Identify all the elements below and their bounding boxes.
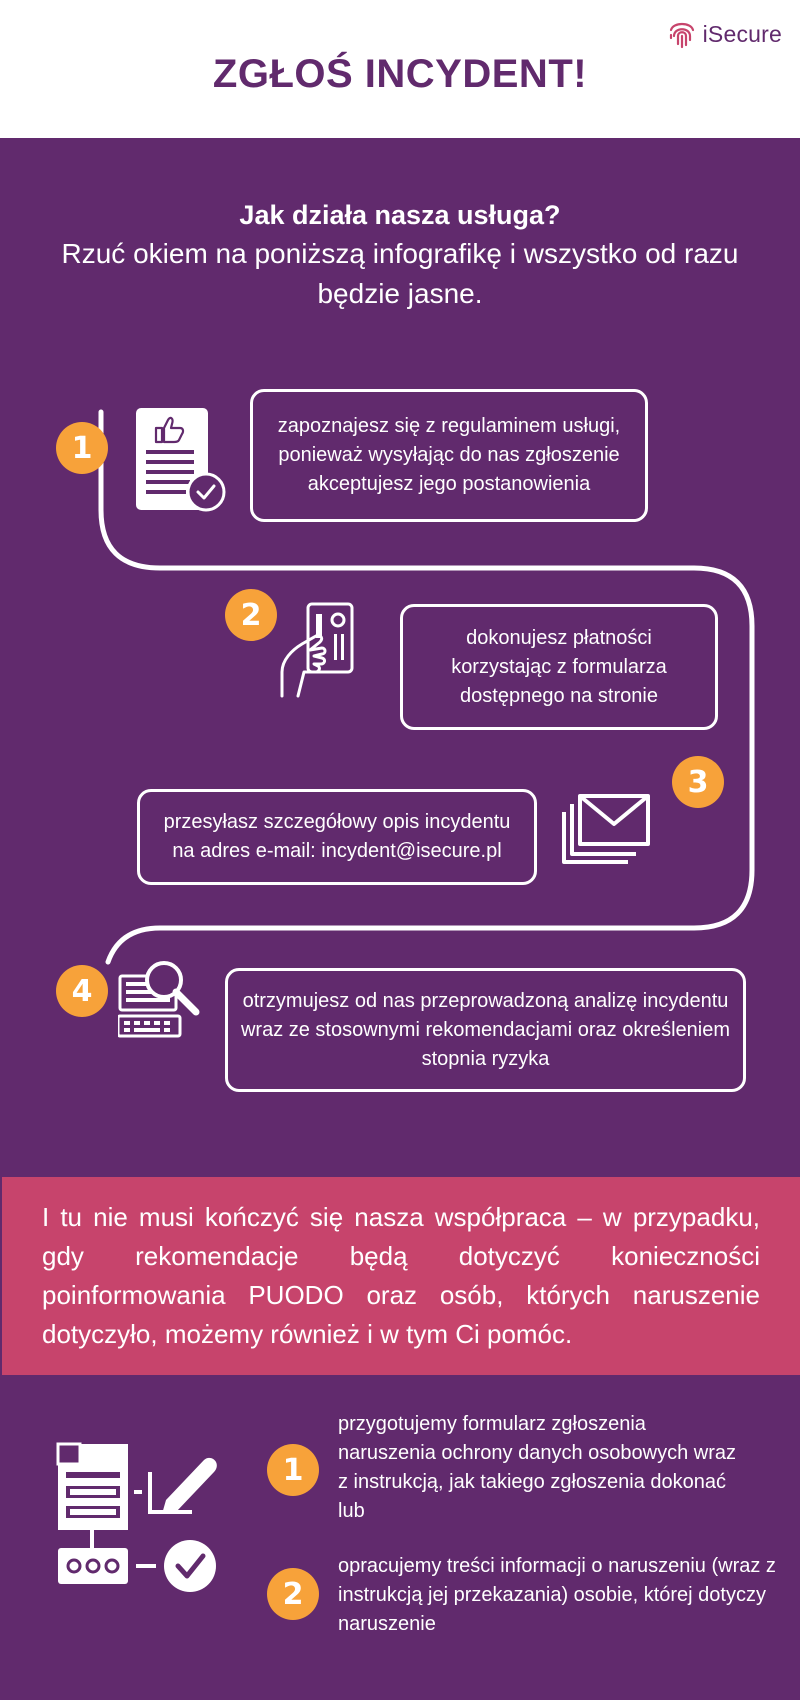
step-3-badge: 3	[672, 756, 724, 808]
step-3-text: przesyłasz szczegółowy opis incydentu na adres e-mail: incydent@isecure.pl	[163, 811, 511, 862]
envelopes-icon	[560, 794, 652, 866]
step-1-badge: 1	[56, 422, 108, 474]
step-4-text: otrzymujesz od nas przeprowadzoną analizę incydentu wraz ze stosownymi rekomendacjami oraz określeniem stopnia ryzyka	[240, 989, 731, 1070]
magnifier-keyboard-icon	[118, 958, 200, 1040]
step-1-text: zapoznajesz się z regulaminem usługi, ponieważ wysyłając do nas zgłoszenie akceptujesz jego postanowienia	[277, 415, 621, 495]
form-process-icon	[56, 1442, 222, 1602]
cooperation-note	[2, 1177, 800, 1375]
step-4-box	[225, 968, 746, 1092]
step-2-box	[400, 604, 718, 730]
intro-text: Rzuć okiem na poniższą infografikę i wszystko od razu będzie jasne.	[61, 238, 739, 309]
card-payment-icon	[278, 602, 364, 698]
extra-2-text: opracujemy treści informacji o naruszeniu (wraz z instrukcją jej przekazania) osobie, której dotyczy naruszenie	[338, 1555, 776, 1635]
intro-question: Jak działa nasza usługa?	[239, 200, 561, 230]
document-approval-icon	[134, 406, 226, 512]
extra-1-text: przygotujemy formularz zgłoszenia naruszenia ochrony danych osobowych wraz z instrukcją, jak takiego zgłoszenia dokonać lub	[338, 1413, 736, 1522]
step-1-box	[250, 389, 648, 522]
extra-2-badge: 2	[267, 1568, 319, 1620]
page-title: ZGŁOŚ INCYDENT!	[212, 52, 588, 96]
step-3-box	[137, 789, 537, 885]
logo-text: iSecure	[702, 20, 782, 47]
step-2-text: dokonujesz płatności korzystając z formularza dostępnego na stronie	[451, 626, 667, 707]
cooperation-note-text: I tu nie musi kończyć się nasza współpraca – w przypadku, gdy rekomendacje będą dotyczyć konieczności poinformowania PUODO oraz osób, których naruszenie dotyczyło, możemy również i w tym Ci pomóc.	[42, 1202, 760, 1349]
extra-1-badge: 1	[267, 1444, 319, 1496]
step-4-badge: 4	[56, 965, 108, 1017]
step-2-badge: 2	[225, 589, 277, 641]
